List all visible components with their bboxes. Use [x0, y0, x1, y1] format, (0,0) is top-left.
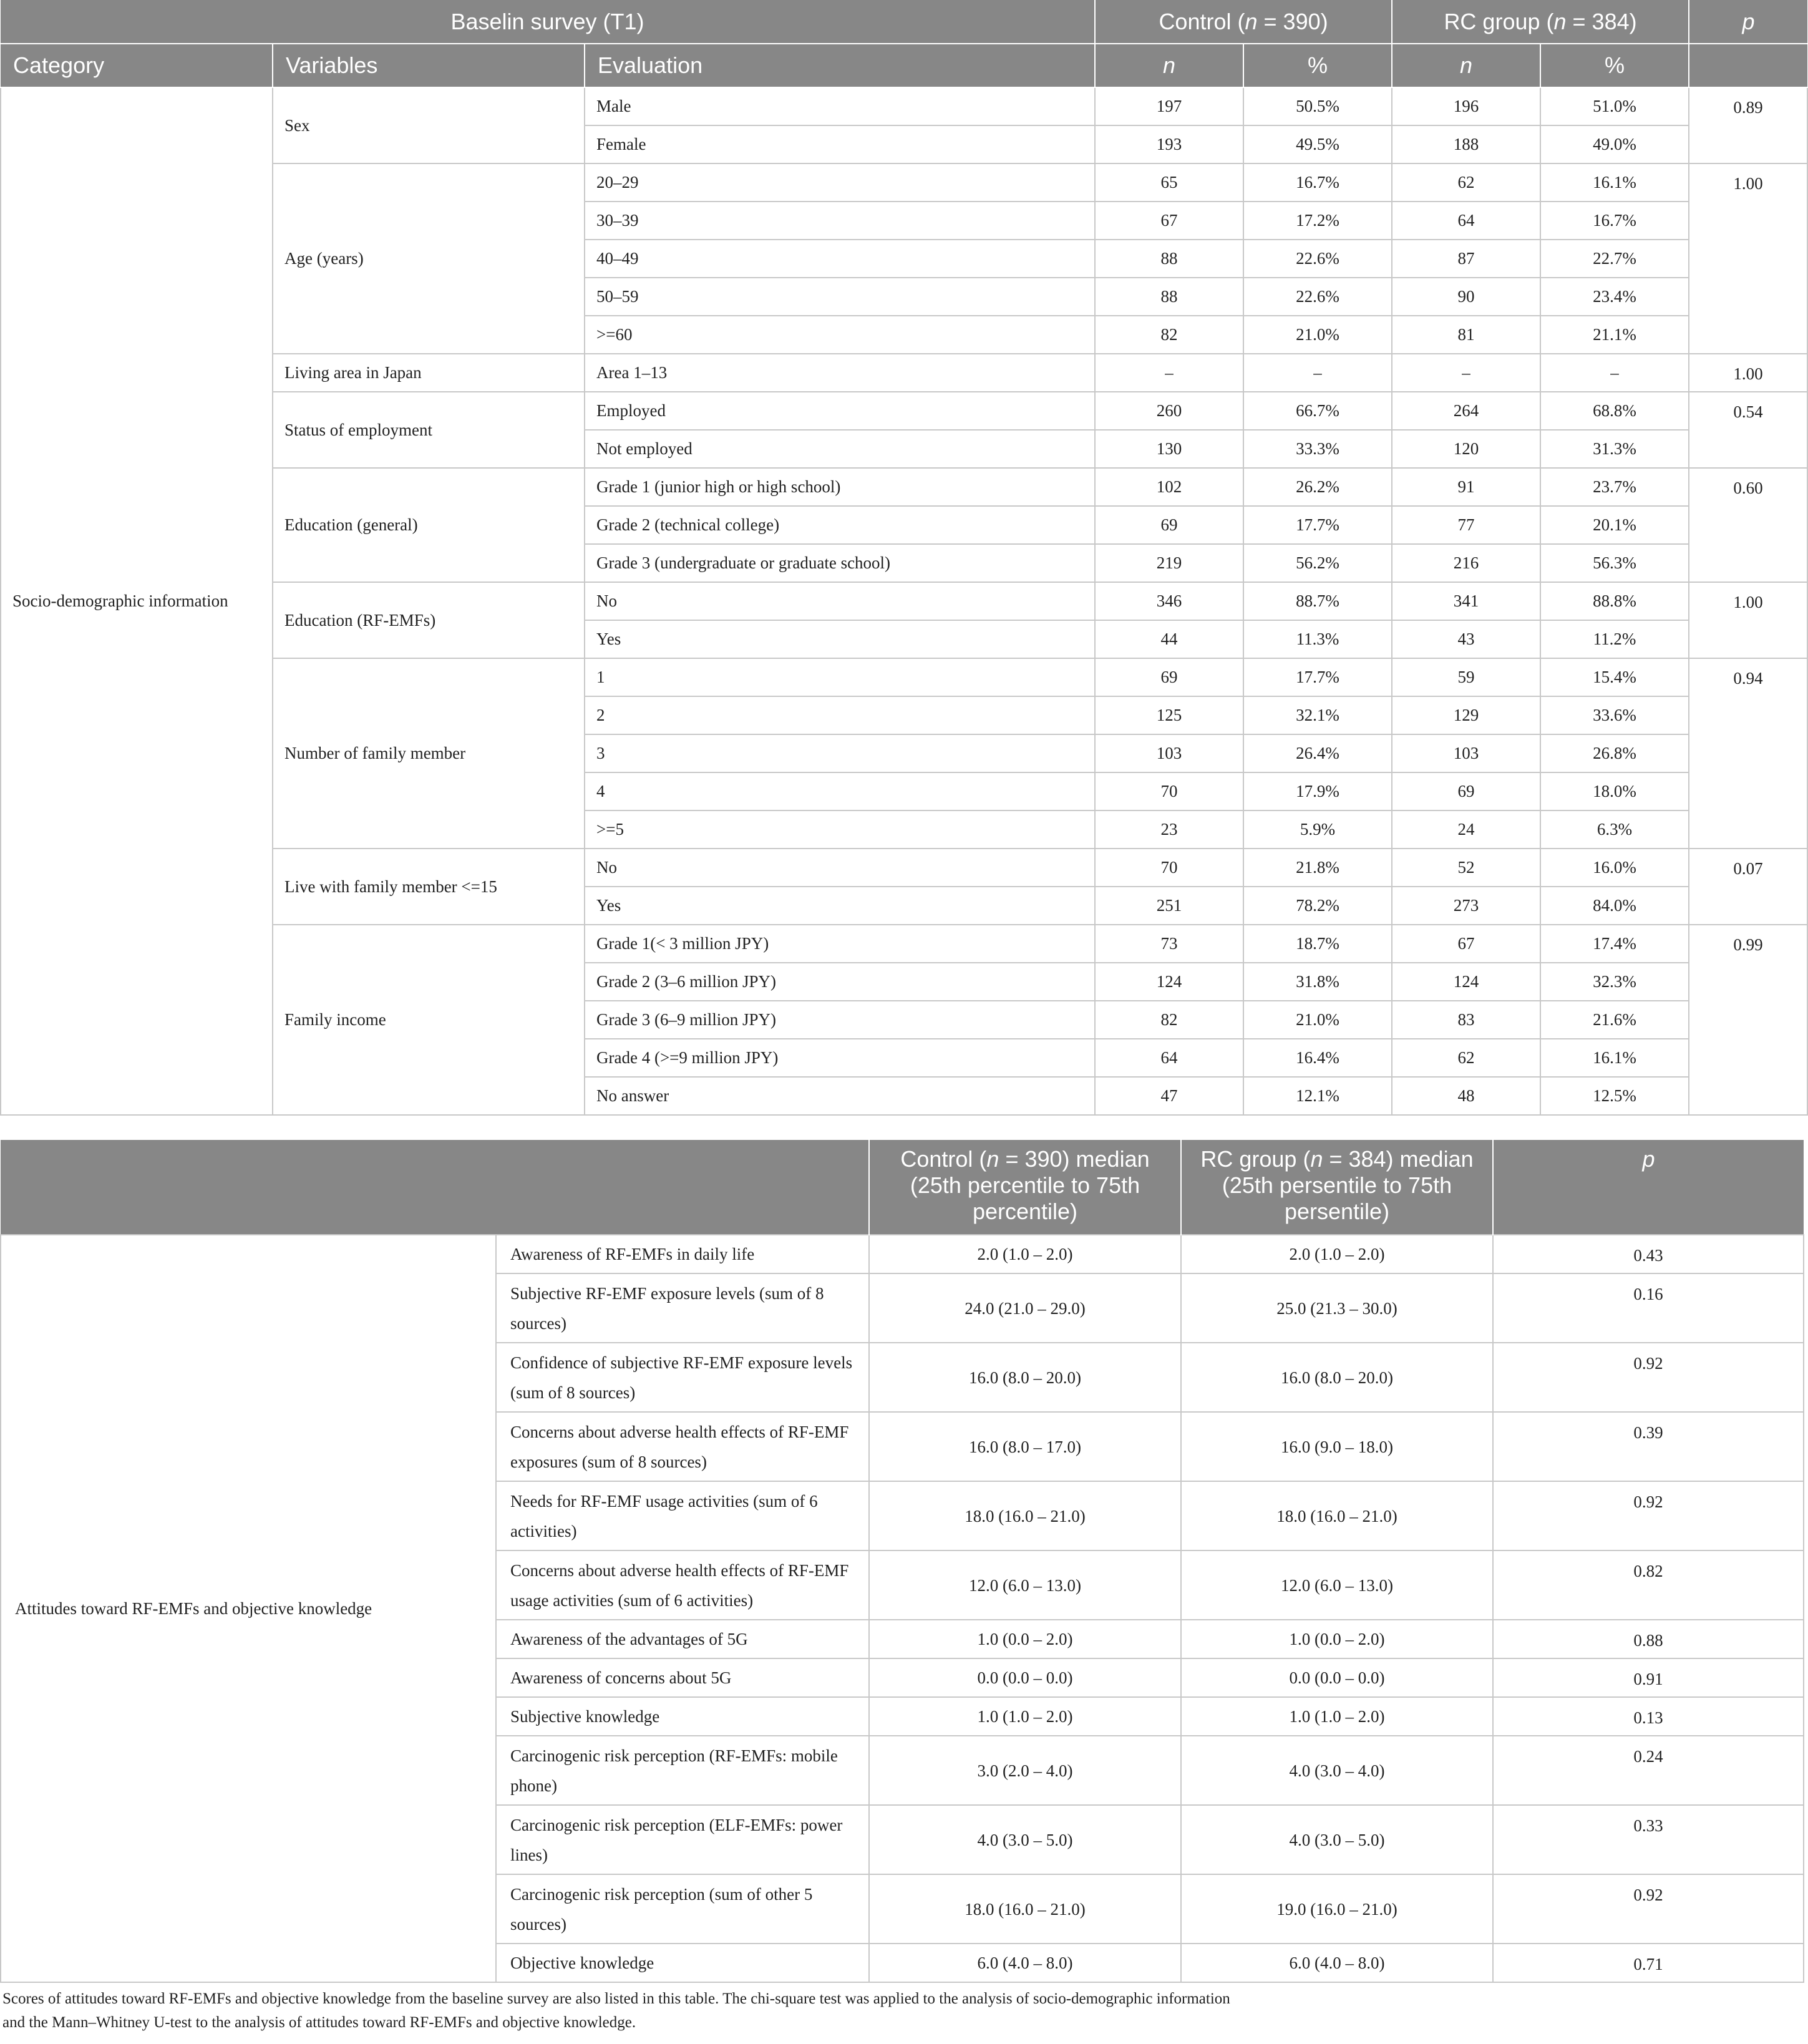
control-median-cell: 24.0 (21.0 – 29.0) [869, 1273, 1181, 1343]
control-pct-cell: 22.6% [1243, 278, 1392, 316]
rc-pct-cell: – [1540, 354, 1689, 392]
evaluation-cell: Female [585, 125, 1095, 163]
p-value-cell: 0.60 [1689, 468, 1807, 582]
rc-pct-cell: 16.7% [1540, 202, 1689, 240]
control-pct-cell: 17.2% [1243, 202, 1392, 240]
evaluation-cell: 20–29 [585, 163, 1095, 202]
control-pct-cell: 17.9% [1243, 772, 1392, 810]
attitudes-body [1, 1235, 1804, 1982]
control-n-cell: 23 [1095, 810, 1243, 849]
p-value-cell: 0.92 [1493, 1343, 1804, 1412]
evaluation-cell: Grade 1(< 3 million JPY) [585, 925, 1095, 963]
p-value-cell: 1.00 [1689, 163, 1807, 354]
p-value-cell: 0.71 [1493, 1944, 1804, 1982]
evaluation-cell: Grade 1 (junior high or high school) [585, 468, 1095, 506]
attitude-item-cell: Carcinogenic risk perception (RF-EMFs: mobile phone) [496, 1736, 869, 1805]
evaluation-cell: >=5 [585, 810, 1095, 849]
attitude-item-cell: Needs for RF-EMF usage activities (sum of 6 activities) [496, 1481, 869, 1550]
attitudes-category-cell: Attitudes toward RF-EMFs and objective knowledge [1, 1235, 496, 1982]
rc-median-cell: 19.0 (16.0 – 21.0) [1181, 1874, 1493, 1944]
evaluation-cell: 2 [585, 696, 1095, 734]
control-n-cell: 219 [1095, 544, 1243, 582]
rc-median-cell: 18.0 (16.0 – 21.0) [1181, 1481, 1493, 1550]
control-median-cell: 3.0 (2.0 – 4.0) [869, 1736, 1181, 1805]
rc-n-cell: 52 [1392, 849, 1540, 887]
variable-cell: Family income [273, 925, 585, 1115]
control-n-cell: 88 [1095, 278, 1243, 316]
control-n-cell: 124 [1095, 963, 1243, 1001]
p-value-cell: 0.99 [1689, 925, 1807, 1115]
control-median-cell: 16.0 (8.0 – 20.0) [869, 1343, 1181, 1412]
control-n-cell: 70 [1095, 849, 1243, 887]
evaluation-cell: Grade 2 (3–6 million JPY) [585, 963, 1095, 1001]
p-value-cell: 1.00 [1689, 354, 1807, 392]
evaluation-cell: No [585, 849, 1095, 887]
rc-n-cell: 67 [1392, 925, 1540, 963]
control-n-cell: 103 [1095, 734, 1243, 772]
rc-pct-cell: 6.3% [1540, 810, 1689, 849]
evaluation-cell: 4 [585, 772, 1095, 810]
rc-n-cell: 83 [1392, 1001, 1540, 1039]
p-value-cell: 0.92 [1493, 1874, 1804, 1944]
control-n-cell: 67 [1095, 202, 1243, 240]
table-row [1, 1235, 1804, 1273]
evaluation-cell: Yes [585, 620, 1095, 658]
rc-pct-cell: 20.1% [1540, 506, 1689, 544]
control-pct-cell: 21.8% [1243, 849, 1392, 887]
attitude-item-cell: Carcinogenic risk perception (sum of other 5 sources) [496, 1874, 869, 1944]
p-value-cell: 0.33 [1493, 1805, 1804, 1874]
attitude-item-cell: Concerns about adverse health effects of RF-EMF exposures (sum of 8 sources) [496, 1412, 869, 1481]
control-pct-cell: 26.4% [1243, 734, 1392, 772]
rc-pct-cell: 49.0% [1540, 125, 1689, 163]
p-value-cell: 0.43 [1493, 1235, 1804, 1273]
control-n-cell: 47 [1095, 1077, 1243, 1115]
control-n-cell: 346 [1095, 582, 1243, 620]
p-value-cell: 0.82 [1493, 1550, 1804, 1620]
rc-pct-cell: 31.3% [1540, 430, 1689, 468]
rc-pct-cell: 21.6% [1540, 1001, 1689, 1039]
control-n-cell: 251 [1095, 887, 1243, 925]
rc-median-cell: 16.0 (8.0 – 20.0) [1181, 1343, 1493, 1412]
variable-cell: Status of employment [273, 392, 585, 468]
control-pct-cell: 88.7% [1243, 582, 1392, 620]
attitude-item-cell: Subjective RF-EMF exposure levels (sum of 8 sources) [496, 1273, 869, 1343]
evaluation-cell: 3 [585, 734, 1095, 772]
attitude-item-cell: Carcinogenic risk perception (ELF-EMFs: power lines) [496, 1805, 869, 1874]
control-pct-cell: 33.3% [1243, 430, 1392, 468]
rc-pct-cell: 16.1% [1540, 1039, 1689, 1077]
control-n-header: n [1095, 44, 1243, 87]
attitude-item-cell: Concerns about adverse health effects of RF-EMF usage activities (sum of 6 activities) [496, 1550, 869, 1620]
evaluation-cell: 50–59 [585, 278, 1095, 316]
rc-n-cell: 81 [1392, 316, 1540, 354]
rc-n-cell: 103 [1392, 734, 1540, 772]
p-value-cell: 0.13 [1493, 1697, 1804, 1736]
rc-pct-cell: 18.0% [1540, 772, 1689, 810]
control-n-cell: 88 [1095, 240, 1243, 278]
evaluation-cell: Area 1–13 [585, 354, 1095, 392]
evaluation-cell: Yes [585, 887, 1095, 925]
control-median-cell: 1.0 (1.0 – 2.0) [869, 1697, 1181, 1736]
variable-cell: Sex [273, 87, 585, 163]
rc-n-cell: 91 [1392, 468, 1540, 506]
control-n-cell: 82 [1095, 1001, 1243, 1039]
control-n-cell: 73 [1095, 925, 1243, 963]
control-n-cell: 260 [1095, 392, 1243, 430]
rc-median-cell: 1.0 (1.0 – 2.0) [1181, 1697, 1493, 1736]
p-value-cell: 0.07 [1689, 849, 1807, 925]
category-cell: Socio-demographic information [1, 87, 273, 1115]
control-n-cell: 102 [1095, 468, 1243, 506]
table-row [1, 87, 1807, 125]
control-pct-cell: 11.3% [1243, 620, 1392, 658]
rc-n-cell: 273 [1392, 887, 1540, 925]
rc-median-cell: 0.0 (0.0 – 0.0) [1181, 1658, 1493, 1697]
evaluation-cell: >=60 [585, 316, 1095, 354]
rc-n-cell: 341 [1392, 582, 1540, 620]
rc-pct-cell: 33.6% [1540, 696, 1689, 734]
attitude-item-cell: Awareness of concerns about 5G [496, 1658, 869, 1697]
control-n-cell: 64 [1095, 1039, 1243, 1077]
control-pct-cell: 17.7% [1243, 658, 1392, 696]
socio-demographic-body [1, 87, 1807, 1115]
p-col-header-empty [1689, 44, 1807, 87]
control-pct-cell: 78.2% [1243, 887, 1392, 925]
control-n-cell: 44 [1095, 620, 1243, 658]
control-median-cell: 6.0 (4.0 – 8.0) [869, 1944, 1181, 1982]
rc-pct-cell: 23.4% [1540, 278, 1689, 316]
rc-n-cell: 43 [1392, 620, 1540, 658]
evaluation-cell: Male [585, 87, 1095, 125]
rc-pct-cell: 56.3% [1540, 544, 1689, 582]
control-n-cell: 197 [1095, 87, 1243, 125]
rc-n-cell: 69 [1392, 772, 1540, 810]
control-median-cell: 12.0 (6.0 – 13.0) [869, 1550, 1181, 1620]
rc-pct-cell: 88.8% [1540, 582, 1689, 620]
rc-n-cell: 264 [1392, 392, 1540, 430]
variable-cell: Age (years) [273, 163, 585, 354]
rc-n-cell: 124 [1392, 963, 1540, 1001]
p-value-cell: 0.89 [1689, 87, 1807, 163]
rc-n-cell: 77 [1392, 506, 1540, 544]
rc-pct-cell: 16.1% [1540, 163, 1689, 202]
p-value-cell: 0.94 [1689, 658, 1807, 849]
attitudes-control-header: Control (n = 390) median (25th percentile to 75th percentile) [869, 1140, 1181, 1235]
rc-pct-cell: 26.8% [1540, 734, 1689, 772]
rc-pct-cell: 23.7% [1540, 468, 1689, 506]
control-median-cell: 16.0 (8.0 – 17.0) [869, 1412, 1181, 1481]
rc-group-header: RC group (n = 384) [1392, 0, 1689, 44]
rc-median-cell: 12.0 (6.0 – 13.0) [1181, 1550, 1493, 1620]
evaluation-cell: 40–49 [585, 240, 1095, 278]
p-value-cell: 0.24 [1493, 1736, 1804, 1805]
rc-pct-cell: 84.0% [1540, 887, 1689, 925]
control-n-cell: 125 [1095, 696, 1243, 734]
evaluation-cell: 1 [585, 658, 1095, 696]
control-median-cell: 2.0 (1.0 – 2.0) [869, 1235, 1181, 1273]
rc-n-cell: – [1392, 354, 1540, 392]
control-n-cell: 69 [1095, 506, 1243, 544]
variable-cell: Number of family member [273, 658, 585, 849]
rc-n-header: n [1392, 44, 1540, 87]
attitude-item-cell: Awareness of RF-EMFs in daily life [496, 1235, 869, 1273]
attitude-item-cell: Subjective knowledge [496, 1697, 869, 1736]
attitude-item-cell: Confidence of subjective RF-EMF exposure levels (sum of 8 sources) [496, 1343, 869, 1412]
rc-pct-cell: 68.8% [1540, 392, 1689, 430]
category-col-header: Category [1, 44, 273, 87]
control-median-cell: 0.0 (0.0 – 0.0) [869, 1658, 1181, 1697]
survey-title-header: Baselin survey (T1) [1, 0, 1095, 44]
rc-pct-cell: 21.1% [1540, 316, 1689, 354]
variable-cell: Education (general) [273, 468, 585, 582]
attitudes-table [0, 1140, 1804, 1983]
control-pct-cell: 31.8% [1243, 963, 1392, 1001]
rc-n-cell: 59 [1392, 658, 1540, 696]
control-pct-cell: 5.9% [1243, 810, 1392, 849]
control-n-cell: 70 [1095, 772, 1243, 810]
control-median-cell: 18.0 (16.0 – 21.0) [869, 1874, 1181, 1944]
control-pct-cell: 21.0% [1243, 1001, 1392, 1039]
rc-n-cell: 196 [1392, 87, 1540, 125]
table-footnote: Scores of attitudes toward RF-EMFs and objective knowledge from the baseline survey are also listed in this table. The chi-square test was applied to the analysis of socio-demographic information and the Mann–Whitney U-test to the analysis of attitudes toward RF-EMFs and objective knowledge. [2, 1990, 1230, 2031]
control-pct-cell: 32.1% [1243, 696, 1392, 734]
p-value-cell: 0.39 [1493, 1412, 1804, 1481]
rc-median-cell: 1.0 (0.0 – 2.0) [1181, 1620, 1493, 1658]
rc-median-cell: 2.0 (1.0 – 2.0) [1181, 1235, 1493, 1273]
attitudes-header-empty [1, 1140, 869, 1235]
rc-n-cell: 64 [1392, 202, 1540, 240]
rc-pct-cell: 15.4% [1540, 658, 1689, 696]
rc-pct-cell: 11.2% [1540, 620, 1689, 658]
p-value-header: p [1689, 0, 1807, 44]
p-value-cell: 0.54 [1689, 392, 1807, 468]
control-pct-cell: 49.5% [1243, 125, 1392, 163]
rc-pct-cell: 12.5% [1540, 1077, 1689, 1115]
control-n-cell: 193 [1095, 125, 1243, 163]
attitudes-rc-header: RC group (n = 384) median (25th persentile to 75th persentile) [1181, 1140, 1493, 1235]
rc-pct-cell: 22.7% [1540, 240, 1689, 278]
control-pct-cell: 22.6% [1243, 240, 1392, 278]
evaluation-cell: No [585, 582, 1095, 620]
control-pct-header: % [1243, 44, 1392, 87]
rc-pct-header: % [1540, 44, 1689, 87]
control-n-cell: 130 [1095, 430, 1243, 468]
control-n-cell: 69 [1095, 658, 1243, 696]
control-pct-cell: 26.2% [1243, 468, 1392, 506]
control-pct-cell: 17.7% [1243, 506, 1392, 544]
p-value-cell: 0.16 [1493, 1273, 1804, 1343]
p-value-cell: 0.88 [1493, 1620, 1804, 1658]
control-pct-cell: 50.5% [1243, 87, 1392, 125]
control-median-cell: 1.0 (0.0 – 2.0) [869, 1620, 1181, 1658]
rc-median-cell: 25.0 (21.3 – 30.0) [1181, 1273, 1493, 1343]
control-pct-cell: 66.7% [1243, 392, 1392, 430]
rc-n-cell: 129 [1392, 696, 1540, 734]
evaluation-cell: No answer [585, 1077, 1095, 1115]
control-pct-cell: 16.4% [1243, 1039, 1392, 1077]
attitude-item-cell: Awareness of the advantages of 5G [496, 1620, 869, 1658]
variables-col-header: Variables [273, 44, 585, 87]
rc-n-cell: 24 [1392, 810, 1540, 849]
evaluation-cell: 30–39 [585, 202, 1095, 240]
rc-median-cell: 16.0 (9.0 – 18.0) [1181, 1412, 1493, 1481]
attitude-item-cell: Objective knowledge [496, 1944, 869, 1982]
control-pct-cell: 12.1% [1243, 1077, 1392, 1115]
rc-pct-cell: 16.0% [1540, 849, 1689, 887]
variable-cell: Live with family member <=15 [273, 849, 585, 925]
rc-n-cell: 188 [1392, 125, 1540, 163]
attitudes-p-header: p [1493, 1140, 1804, 1235]
rc-pct-cell: 32.3% [1540, 963, 1689, 1001]
control-pct-cell: 18.7% [1243, 925, 1392, 963]
control-n-cell: – [1095, 354, 1243, 392]
evaluation-cell: Not employed [585, 430, 1095, 468]
control-group-header: Control (n = 390) [1095, 0, 1392, 44]
control-n-cell: 65 [1095, 163, 1243, 202]
rc-n-cell: 62 [1392, 163, 1540, 202]
variable-cell: Education (RF-EMFs) [273, 582, 585, 658]
evaluation-cell: Grade 3 (6–9 million JPY) [585, 1001, 1095, 1039]
evaluation-col-header: Evaluation [585, 44, 1095, 87]
rc-n-cell: 216 [1392, 544, 1540, 582]
p-value-cell: 0.91 [1493, 1658, 1804, 1697]
rc-pct-cell: 51.0% [1540, 87, 1689, 125]
control-pct-cell: 16.7% [1243, 163, 1392, 202]
rc-pct-cell: 17.4% [1540, 925, 1689, 963]
rc-median-cell: 4.0 (3.0 – 4.0) [1181, 1736, 1493, 1805]
rc-n-cell: 120 [1392, 430, 1540, 468]
evaluation-cell: Grade 2 (technical college) [585, 506, 1095, 544]
rc-n-cell: 48 [1392, 1077, 1540, 1115]
control-median-cell: 4.0 (3.0 – 5.0) [869, 1805, 1181, 1874]
evaluation-cell: Employed [585, 392, 1095, 430]
control-median-cell: 18.0 (16.0 – 21.0) [869, 1481, 1181, 1550]
rc-n-cell: 62 [1392, 1039, 1540, 1077]
control-pct-cell: – [1243, 354, 1392, 392]
control-n-cell: 82 [1095, 316, 1243, 354]
p-value-cell: 1.00 [1689, 582, 1807, 658]
evaluation-cell: Grade 3 (undergraduate or graduate school) [585, 544, 1095, 582]
rc-median-cell: 6.0 (4.0 – 8.0) [1181, 1944, 1493, 1982]
rc-median-cell: 4.0 (3.0 – 5.0) [1181, 1805, 1493, 1874]
variable-cell: Living area in Japan [273, 354, 585, 392]
evaluation-cell: Grade 4 (>=9 million JPY) [585, 1039, 1095, 1077]
p-value-cell: 0.92 [1493, 1481, 1804, 1550]
control-pct-cell: 56.2% [1243, 544, 1392, 582]
rc-n-cell: 90 [1392, 278, 1540, 316]
control-pct-cell: 21.0% [1243, 316, 1392, 354]
rc-n-cell: 87 [1392, 240, 1540, 278]
